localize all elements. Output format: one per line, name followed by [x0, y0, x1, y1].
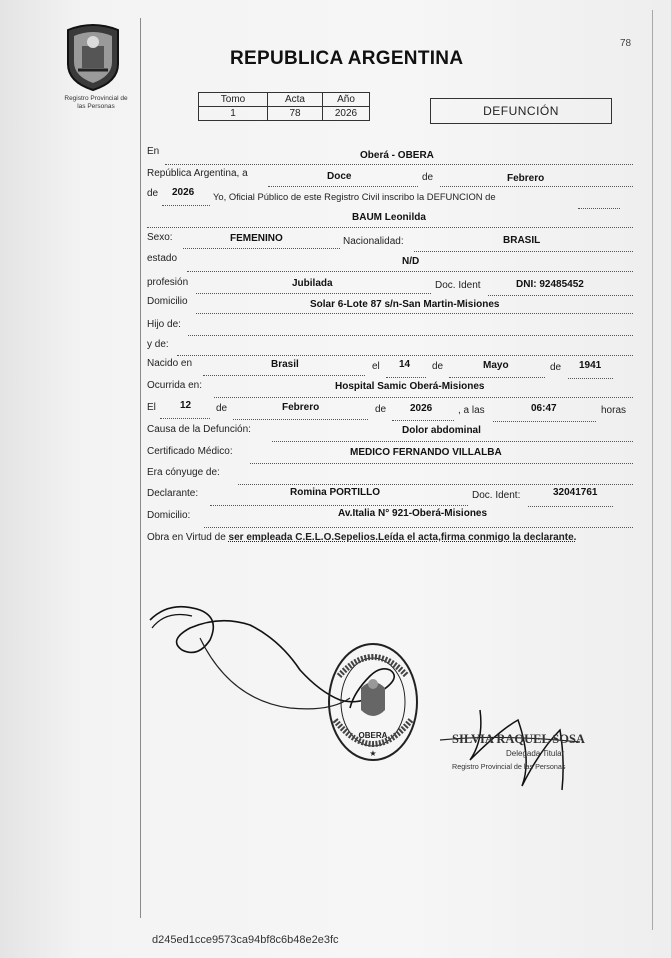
label-declarante: Declarante:: [147, 488, 199, 499]
label-de3: de: [216, 403, 228, 414]
page-number: 78: [620, 38, 632, 49]
label-alas: , a las: [458, 405, 485, 416]
label-conyuge: Era cónyuge de:: [147, 467, 220, 478]
official-round-stamp: [325, 640, 421, 764]
label-de4: de: [375, 404, 387, 415]
provincial-coat-of-arms-icon: [60, 20, 126, 92]
label-el: el: [372, 361, 380, 372]
dotted-line: [238, 472, 633, 485]
label-obra: Obra en Virtud de: [147, 532, 226, 543]
label-domicilio2: Domicilio:: [147, 510, 191, 521]
value-nacido-en: Brasil: [271, 359, 299, 370]
document-type-box: DEFUNCIÓN: [430, 98, 612, 124]
value-nac-dia: 14: [399, 359, 411, 370]
value-nombre: BAUM Leonilda: [352, 212, 426, 223]
value-profesion: Jubilada: [292, 278, 333, 289]
label-causa: Causa de la Defunción:: [147, 424, 251, 435]
value-nacionalidad: BRASIL: [503, 235, 541, 246]
label-hijo: Hijo de:: [147, 319, 181, 330]
margin-rule: [140, 18, 141, 918]
label-domicilio: Domicilio: [147, 296, 188, 307]
value-def-dia: 12: [180, 400, 192, 411]
value-def-anio: 2026: [410, 403, 433, 414]
value-estado: N/D: [402, 256, 420, 267]
dotted-line: [177, 343, 633, 356]
label-de-start: de: [147, 188, 159, 199]
table-value-anio: 2026: [323, 107, 370, 121]
official-signature-stamp: [440, 690, 640, 800]
registry-caption: [50, 95, 142, 111]
table-header-tomo: Tomo: [199, 93, 268, 107]
value-sexo: FEMENINO: [230, 233, 283, 244]
table-value-acta: 78: [268, 107, 323, 121]
label-en: En: [147, 146, 160, 157]
label-yde: y de:: [147, 339, 169, 350]
value-lugar: Oberá - OBERA: [360, 150, 434, 161]
value-domicilio: Solar 6-Lote 87 s/n-San Martin-Misiones: [310, 299, 500, 310]
page-title: REPUBLICA ARGENTINA: [230, 48, 464, 69]
svg-text:★: ★: [369, 749, 377, 758]
signature-name: SILVIA RAQUEL SOSA: [452, 732, 585, 746]
label-republica: República Argentina, a: [147, 168, 248, 179]
signature-role: Delegada Titular: [506, 749, 565, 758]
table-value-tomo: 1: [199, 107, 268, 121]
label-de: de: [422, 172, 434, 183]
label-doc-ident2: Doc. Ident:: [472, 490, 521, 501]
value-nac-anio: 1941: [579, 360, 602, 371]
value-declarante-dom: Av.Italia N° 921-Oberá-Misiones: [338, 508, 488, 519]
tomo-acta-anio-table: [198, 92, 370, 121]
value-anio: 2026: [172, 187, 195, 198]
label-yo: Yo, Oficial Público de este Registro Civil inscribo la DEFUNCION de: [213, 191, 496, 202]
right-rule: [652, 10, 653, 930]
dotted-line: [578, 196, 620, 209]
value-dia: Doce: [327, 171, 352, 182]
value-declarante-doc: 32041761: [553, 487, 598, 498]
registry-caption-line1: Registro Provincial de: [64, 95, 128, 102]
label-horas: horas: [601, 405, 627, 416]
value-ocurrida: Hospital Samic Oberá-Misiones: [335, 381, 485, 392]
label-certificado: Certificado Médico:: [147, 446, 233, 457]
value-def-mes: Febrero: [282, 402, 320, 413]
label-estado: estado: [147, 253, 178, 264]
dotted-line: [188, 323, 633, 336]
label-doc-ident: Doc. Ident: [435, 280, 481, 291]
value-mes: Febrero: [507, 173, 545, 184]
registry-caption-line2: las Personas: [77, 103, 115, 110]
value-hora: 06:47: [531, 403, 557, 414]
label-nacionalidad: Nacionalidad:: [343, 236, 404, 247]
value-certificado: MEDICO FERNANDO VILLALBA: [350, 447, 502, 458]
value-doc: DNI: 92485452: [516, 279, 584, 290]
obra-paragraph: [147, 530, 637, 545]
label-profesion: profesión: [147, 277, 189, 288]
label-de1: de: [432, 361, 444, 372]
label-de2: de: [550, 362, 562, 373]
value-declarante: Romina PORTILLO: [290, 487, 380, 498]
value-obra: ser empleada C.E.L.O.Sepelios.Leída el acta,firma conmigo la declarante.: [228, 532, 577, 543]
table-header-anio: Año: [323, 93, 370, 107]
table-header-acta: Acta: [268, 93, 323, 107]
svg-text:OBERA: OBERA: [358, 731, 388, 740]
signature-office: Registro Provincial de las Personas: [452, 762, 566, 771]
value-nac-mes: Mayo: [483, 360, 509, 371]
label-nacido: Nacido en: [147, 358, 193, 369]
document-hash: d245ed1cce9573ca94bf8c6b48e2e3fc: [152, 934, 339, 946]
label-el2: El: [147, 402, 156, 413]
value-causa: Dolor abdominal: [402, 425, 481, 436]
label-sexo: Sexo:: [147, 232, 173, 243]
label-ocurrida: Ocurrida en:: [147, 380, 203, 391]
